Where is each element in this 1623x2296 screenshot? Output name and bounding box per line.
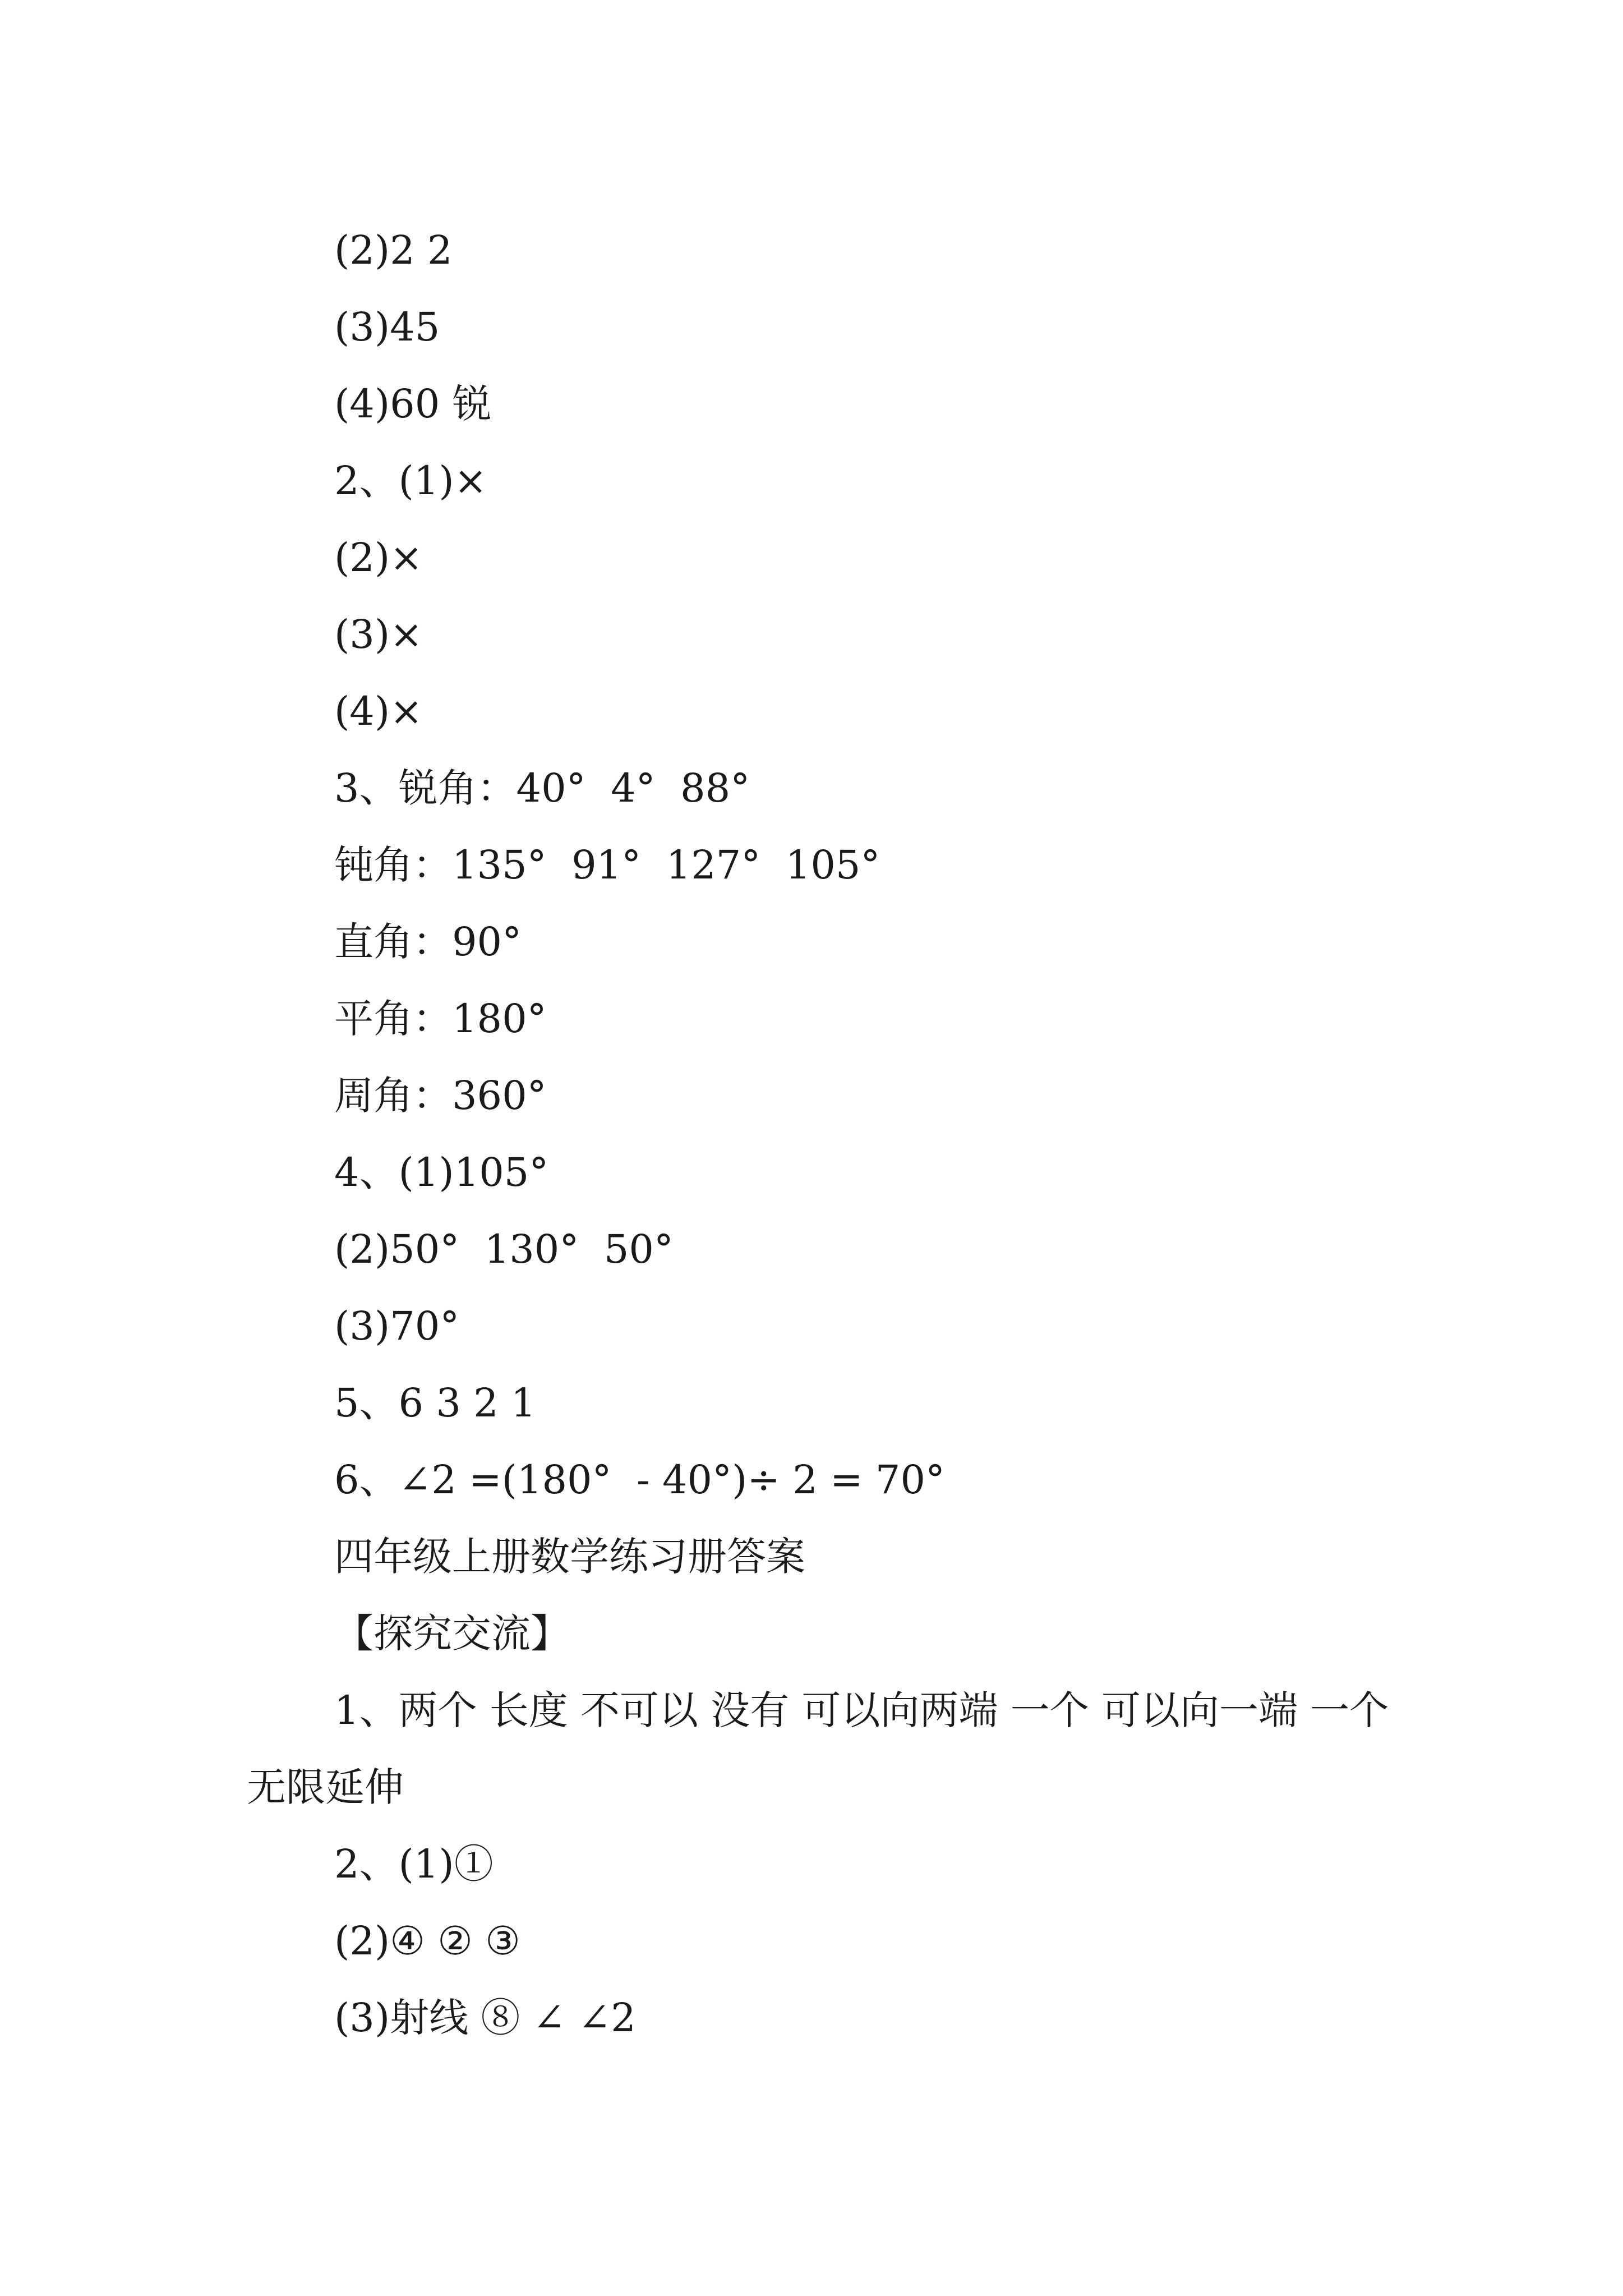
answer-line: (2)2 2 xyxy=(334,227,453,273)
section-heading: 四年级上册数学练习册答案 xyxy=(334,1534,805,1580)
answer-line: 4、(1)105° xyxy=(334,1149,549,1195)
answer-line: 3、锐角：40° 4° 88° xyxy=(334,765,750,811)
answer-line: (3)射线 ⑧ ∠ ∠2 xyxy=(334,1995,636,2041)
answer-line: 2、(1)× xyxy=(334,458,487,504)
answer-line: 直角：90° xyxy=(334,919,522,965)
answer-line: (3)× xyxy=(334,611,423,657)
answer-line: (4)× xyxy=(334,688,423,734)
answer-line: (2)④ ② ③ xyxy=(334,1918,520,1964)
answer-line: 周角：360° xyxy=(334,1073,547,1119)
answer-line: (3)70° xyxy=(334,1303,460,1349)
answer-line: (2)× xyxy=(334,535,423,581)
subsection-heading: 【探究交流】 xyxy=(334,1611,570,1657)
answer-line: (4)60 锐 xyxy=(334,381,492,427)
answer-line: (3)45 xyxy=(334,304,440,350)
answer-line: 平角：180° xyxy=(334,996,547,1042)
answer-line: 5、6 3 2 1 xyxy=(334,1380,536,1426)
answer-paragraph: 1、两个 长度 不可以 没有 可以向两端 一个 可以向一端 一个 无限延伸 xyxy=(247,1687,1401,1810)
answer-content xyxy=(247,212,1401,2056)
answer-line: 2、(1)① xyxy=(334,1841,494,1887)
answer-line: 6、∠2 =(180° - 40°)÷ 2 = 70° xyxy=(334,1457,945,1503)
answer-line: 钝角：135° 91° 127° 105° xyxy=(334,842,880,888)
answer-line: (2)50° 130° 50° xyxy=(334,1226,674,1272)
